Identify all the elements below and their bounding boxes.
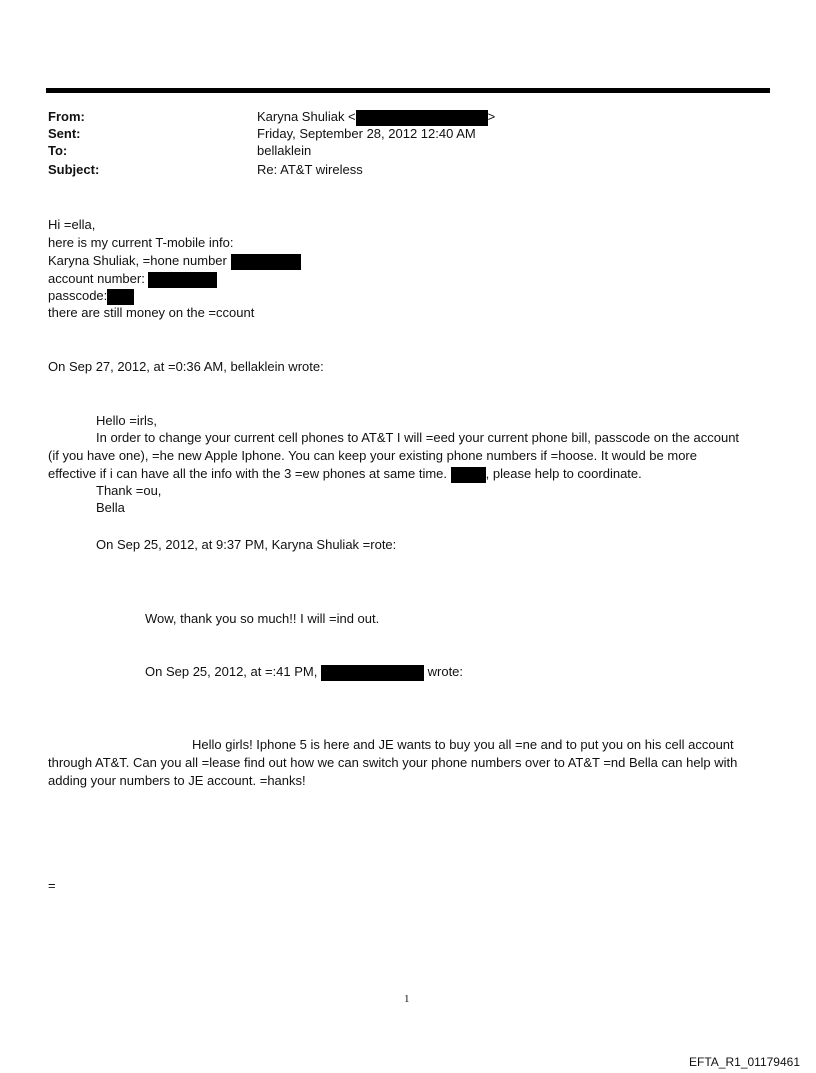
quote-line: (if you have one), =he new Apple Iphone. You can keep your existing phone numbers if =hoose. It would be more bbox=[48, 448, 697, 463]
redaction-box bbox=[231, 254, 301, 270]
body-text: Karyna Shuliak, =hone number bbox=[48, 253, 227, 268]
sent-label: Sent: bbox=[48, 126, 81, 141]
trailer: = bbox=[48, 878, 56, 893]
quote-line: through AT&T. Can you all =lease find out how we can switch your phone numbers over to AT&T =nd Bella can help with bbox=[48, 755, 738, 770]
subject-value: Re: AT&T wireless bbox=[257, 162, 363, 177]
redaction-box bbox=[321, 665, 424, 681]
quote-line: Thank =ou, bbox=[96, 483, 162, 498]
quote-line: Bella bbox=[96, 500, 125, 515]
footer-id: EFTA_R1_01179461 bbox=[689, 1055, 800, 1069]
body-line: here is my current T-mobile info: bbox=[48, 235, 234, 250]
from-value bbox=[257, 109, 495, 126]
sent-value: Friday, September 28, 2012 12:40 AM bbox=[257, 126, 476, 141]
redaction-box bbox=[356, 110, 488, 126]
subject-label: Subject: bbox=[48, 162, 100, 177]
quote-text: , please help to coordinate. bbox=[485, 466, 642, 481]
body-text: account number: bbox=[48, 271, 145, 286]
quote-line bbox=[48, 466, 642, 483]
from-name: Karyna Shuliak < bbox=[257, 109, 356, 124]
quote-header: On Sep 25, 2012, at 9:37 PM, Karyna Shuliak =rote: bbox=[96, 537, 397, 552]
quote-line: adding your numbers to JE account. =hanks! bbox=[48, 773, 306, 788]
body-line: Hi =ella, bbox=[48, 217, 96, 232]
quote-header bbox=[145, 664, 463, 681]
body-text: passcode: bbox=[48, 288, 108, 303]
from-end: > bbox=[487, 109, 496, 124]
quote-header: On Sep 27, 2012, at =0:36 AM, bellaklein wrote: bbox=[48, 359, 324, 374]
quote-line: Hello girls! Iphone 5 is here and JE wants to buy you all =ne and to put you on his cell account bbox=[192, 737, 734, 752]
quote-line: Hello =irls, bbox=[96, 413, 158, 428]
redaction-box bbox=[148, 272, 217, 288]
quote-text: On Sep 25, 2012, at =:41 PM, bbox=[145, 664, 318, 679]
body-line: there are still money on the =ccount bbox=[48, 305, 255, 320]
quote-line: Wow, thank you so much!! I will =ind out. bbox=[145, 611, 380, 626]
body-line bbox=[48, 271, 217, 288]
redaction-box bbox=[451, 467, 486, 483]
redaction-box bbox=[107, 289, 134, 305]
to-value: bellaklein bbox=[257, 143, 312, 158]
from-label: From: bbox=[48, 109, 85, 124]
body-line bbox=[48, 288, 134, 305]
quote-line: In order to change your current cell phones to AT&T I will =eed your current phone bill, passcode on the account bbox=[96, 430, 740, 445]
page-number: 1 bbox=[404, 993, 410, 1005]
header-rule bbox=[46, 88, 770, 93]
quote-text: effective if i can have all the info with the 3 =ew phones at same time. bbox=[48, 466, 448, 481]
body-line bbox=[48, 253, 301, 270]
to-label: To: bbox=[48, 143, 68, 158]
quote-text: wrote: bbox=[427, 664, 464, 679]
